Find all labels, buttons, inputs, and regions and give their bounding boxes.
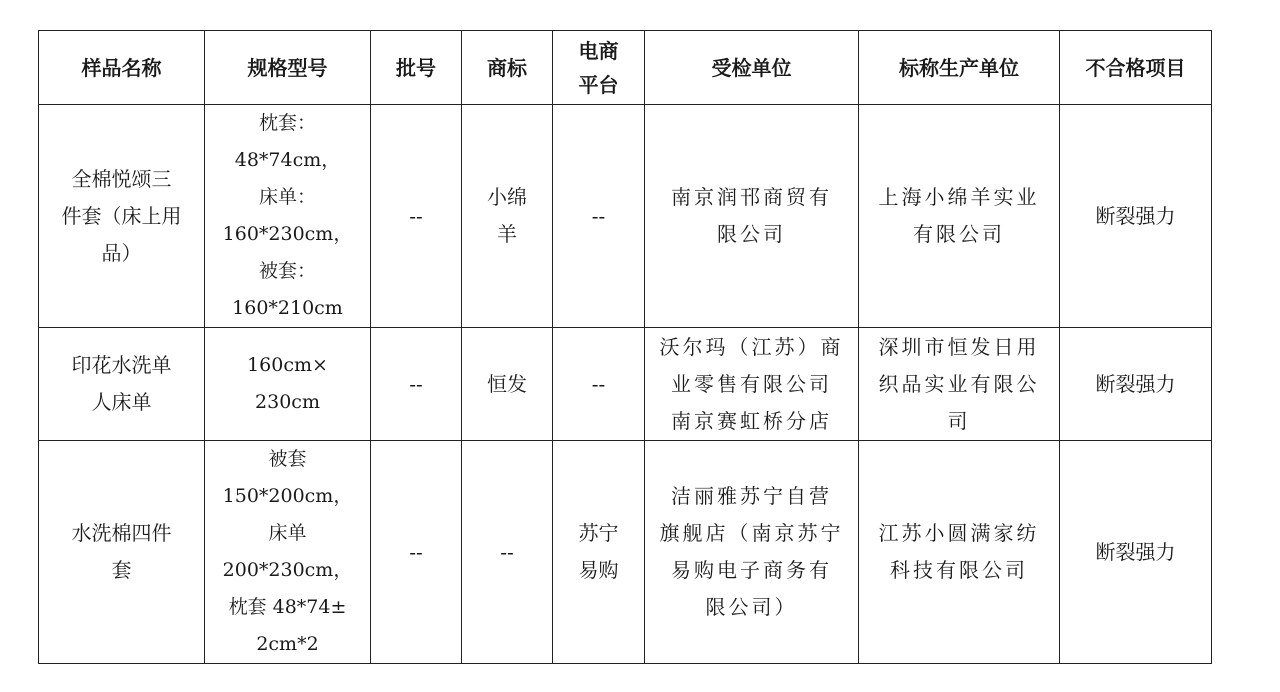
cell-line: 枕套 48*74± xyxy=(228,596,347,618)
cell-batch-number: -- xyxy=(371,105,462,328)
cell-line: 司 xyxy=(947,408,971,433)
cell-line: 150*200cm， xyxy=(222,485,353,507)
cell-line: 南京润邗商贸有 xyxy=(671,185,832,209)
cell-inspected-unit xyxy=(645,441,859,664)
cell-sample-name xyxy=(39,328,205,441)
header-brand: 商标 xyxy=(462,31,553,105)
cell-line: 160cm× xyxy=(247,354,328,376)
cell-line: 2cm*2 xyxy=(256,633,319,655)
cell-line: 业零售有限公司 xyxy=(671,371,832,396)
cell-line: 上海小绵羊实业 xyxy=(878,185,1040,209)
header-batch-number: 批号 xyxy=(371,31,462,105)
cell-line: 水洗棉四件 xyxy=(71,521,172,545)
cell-ecommerce-platform xyxy=(553,105,645,328)
cell-line: 江苏小圆满家纺 xyxy=(878,521,1040,545)
cell-spec-model xyxy=(205,328,371,441)
cell-nominal-producer xyxy=(859,105,1060,328)
cell-line: 床单： xyxy=(258,186,316,208)
cell-line: 有限公司 xyxy=(913,222,1005,246)
header-ecommerce-platform xyxy=(553,31,645,105)
cell-line: 深圳市恒发日用 xyxy=(878,334,1040,359)
cell-failed-items: 断裂强力 xyxy=(1060,105,1212,328)
cell-line: 床单 xyxy=(268,522,307,544)
cell-line: 全棉悦颂三 xyxy=(71,166,172,191)
cell-sample-name xyxy=(39,441,205,664)
cell-line: 印花水洗单 xyxy=(71,353,172,377)
header-sample-name: 样品名称 xyxy=(39,31,205,105)
table-row xyxy=(39,328,1212,441)
cell-line: 易购 xyxy=(578,558,619,582)
cell-line: 苏宁 xyxy=(578,521,619,545)
cell-brand xyxy=(462,328,553,441)
cell-line: 品） xyxy=(101,240,142,265)
cell-line: 旗舰店（南京苏宁 xyxy=(659,521,844,545)
cell-line: 羊 xyxy=(497,222,517,246)
header-inspected-unit: 受检单位 xyxy=(645,31,859,105)
cell-inspected-unit xyxy=(645,328,859,441)
cell-line: 限公司 xyxy=(717,222,786,246)
cell-ecommerce-platform xyxy=(553,328,645,441)
cell-brand xyxy=(462,105,553,328)
cell-line: 160*230cm， xyxy=(222,223,353,245)
cell-sample-name xyxy=(39,105,205,328)
header-spec-model: 规格型号 xyxy=(205,31,371,105)
cell-brand xyxy=(462,441,553,664)
cell-nominal-producer xyxy=(859,328,1060,441)
cell-line: 200*230cm， xyxy=(222,559,353,581)
cell-line: 230cm xyxy=(255,391,320,413)
cell-line: -- xyxy=(591,371,606,396)
cell-line: 件套（床上用 xyxy=(61,203,182,228)
cell-line: -- xyxy=(591,203,606,228)
cell-line: 被套 xyxy=(268,448,307,470)
header-platform-line: 平台 xyxy=(578,72,619,97)
cell-nominal-producer xyxy=(859,441,1060,664)
header-nominal-producer: 标称生产单位 xyxy=(859,31,1060,105)
cell-line: -- xyxy=(500,539,514,564)
cell-spec-model xyxy=(205,441,371,664)
inspection-results-table xyxy=(38,30,1212,664)
cell-line: 人床单 xyxy=(91,390,152,414)
cell-ecommerce-platform xyxy=(553,441,645,664)
cell-line: 被套： xyxy=(258,260,316,282)
table-row xyxy=(39,105,1212,328)
cell-spec-model xyxy=(205,105,371,328)
cell-line: 枕套： xyxy=(258,112,316,134)
cell-line: 限公司） xyxy=(705,595,798,619)
cell-line: 48*74cm， xyxy=(234,149,341,171)
cell-batch-number: -- xyxy=(371,441,462,664)
cell-inspected-unit xyxy=(645,105,859,328)
cell-line: 科技有限公司 xyxy=(890,558,1028,582)
cell-line: 易购电子商务有 xyxy=(671,558,832,582)
cell-line: 织品实业有限公 xyxy=(878,371,1040,396)
cell-line: 套 xyxy=(111,558,132,582)
cell-batch-number: -- xyxy=(371,328,462,441)
cell-line: 恒发 xyxy=(487,371,527,396)
table-row xyxy=(39,441,1212,664)
table-header-row xyxy=(39,31,1212,105)
cell-line: 小绵 xyxy=(487,185,527,209)
cell-line: 160*210cm xyxy=(232,297,343,319)
cell-failed-items: 断裂强力 xyxy=(1060,441,1212,664)
cell-line: 南京赛虹桥分店 xyxy=(671,408,832,433)
cell-failed-items: 断裂强力 xyxy=(1060,328,1212,441)
cell-line: 洁丽雅苏宁自营 xyxy=(671,484,832,508)
cell-line: 沃尔玛（江苏）商 xyxy=(659,334,844,359)
header-platform-line: 电商 xyxy=(578,38,619,63)
header-failed-items: 不合格项目 xyxy=(1060,31,1212,105)
